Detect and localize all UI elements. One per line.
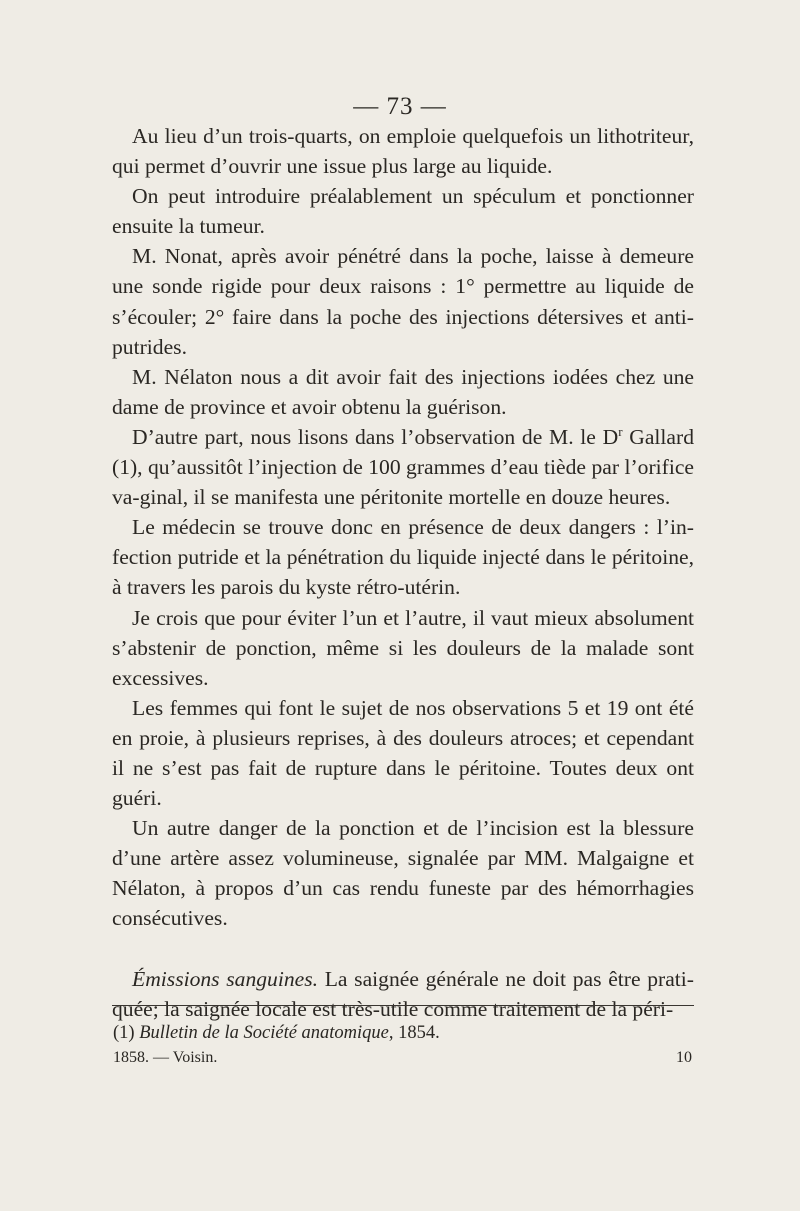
paragraph	[112, 964, 694, 1024]
paragraph: Je crois que pour éviter l’un et l’autre, il vaut mieux absolument s’abstenir de ponction, même si les douleurs de la malade sont excessives.	[112, 605, 694, 690]
paragraph: Le médecin se trouve donc en présence de deux dangers : l’in-fection putride et la pénétration du liquide injecté dans le péritoine, à travers les parois du kyste rétro-utérin.	[112, 515, 694, 600]
paragraph-text: La saignée générale ne doit pas être prati-quée; la saignée locale est très-utile comme traitement de la péri-	[112, 966, 694, 1021]
footnote	[113, 1020, 695, 1046]
body-text	[112, 121, 694, 1024]
paragraph-text: D’autre part, nous lisons dans l’observation de M. le D	[132, 424, 619, 449]
footnote-source: Bulletin de la Société anatomique	[139, 1023, 389, 1043]
section-lead: Émissions sanguines.	[132, 966, 319, 991]
paragraph: On peut introduire préalablement un spéculum et ponctionner ensuite la tumeur.	[112, 184, 694, 239]
paragraph: Les femmes qui font le sujet de nos observations 5 et 19 ont été en proie, à plusieurs reprises, à des douleurs atroces; et cependant il ne s’est pas fait de rupture dans le péritoine. Toutes deux ont guéri.	[112, 695, 694, 811]
paragraph	[112, 422, 694, 512]
paragraph: M. Nélaton nous a dit avoir fait des injections iodées chez une dame de province et avoir obtenu la guérison.	[112, 364, 694, 419]
footnote-marker: (1)	[113, 1023, 140, 1043]
paragraph: Au lieu d’un trois-quarts, on emploie quelquefois un lithotriteur, qui permet d’ouvrir une issue plus large au liquide.	[112, 124, 694, 179]
signature-mark: 1858. — Voisin.	[113, 1049, 218, 1066]
footnote-rule	[112, 1005, 694, 1006]
footnote-text: , 1854.	[388, 1023, 440, 1043]
signature-number: 10	[676, 1049, 692, 1066]
superscript: r	[618, 423, 623, 439]
paragraph: M. Nonat, après avoir pénétré dans la poche, laisse à demeure une sonde rigide pour deux raisons : 1° permettre au liquide de s’écouler; 2° faire dans la poche des injections détersives et anti-putrides.	[112, 244, 694, 359]
paragraph-text: Gallard (1), qu’aussitôt l’injection de 100 grammes d’eau tiède par l’orifice va-ginal, il se manifesta une péritonite mortelle en douze heures.	[112, 424, 694, 510]
page-number: — 73 —	[353, 93, 447, 120]
paragraph: Un autre danger de la ponction et de l’incision est la blessure d’une artère assez volumineuse, signalée par MM. Malgaigne et Nélaton, à propos d’un cas rendu funeste par des hémorrhagies consécutives.	[112, 816, 694, 931]
